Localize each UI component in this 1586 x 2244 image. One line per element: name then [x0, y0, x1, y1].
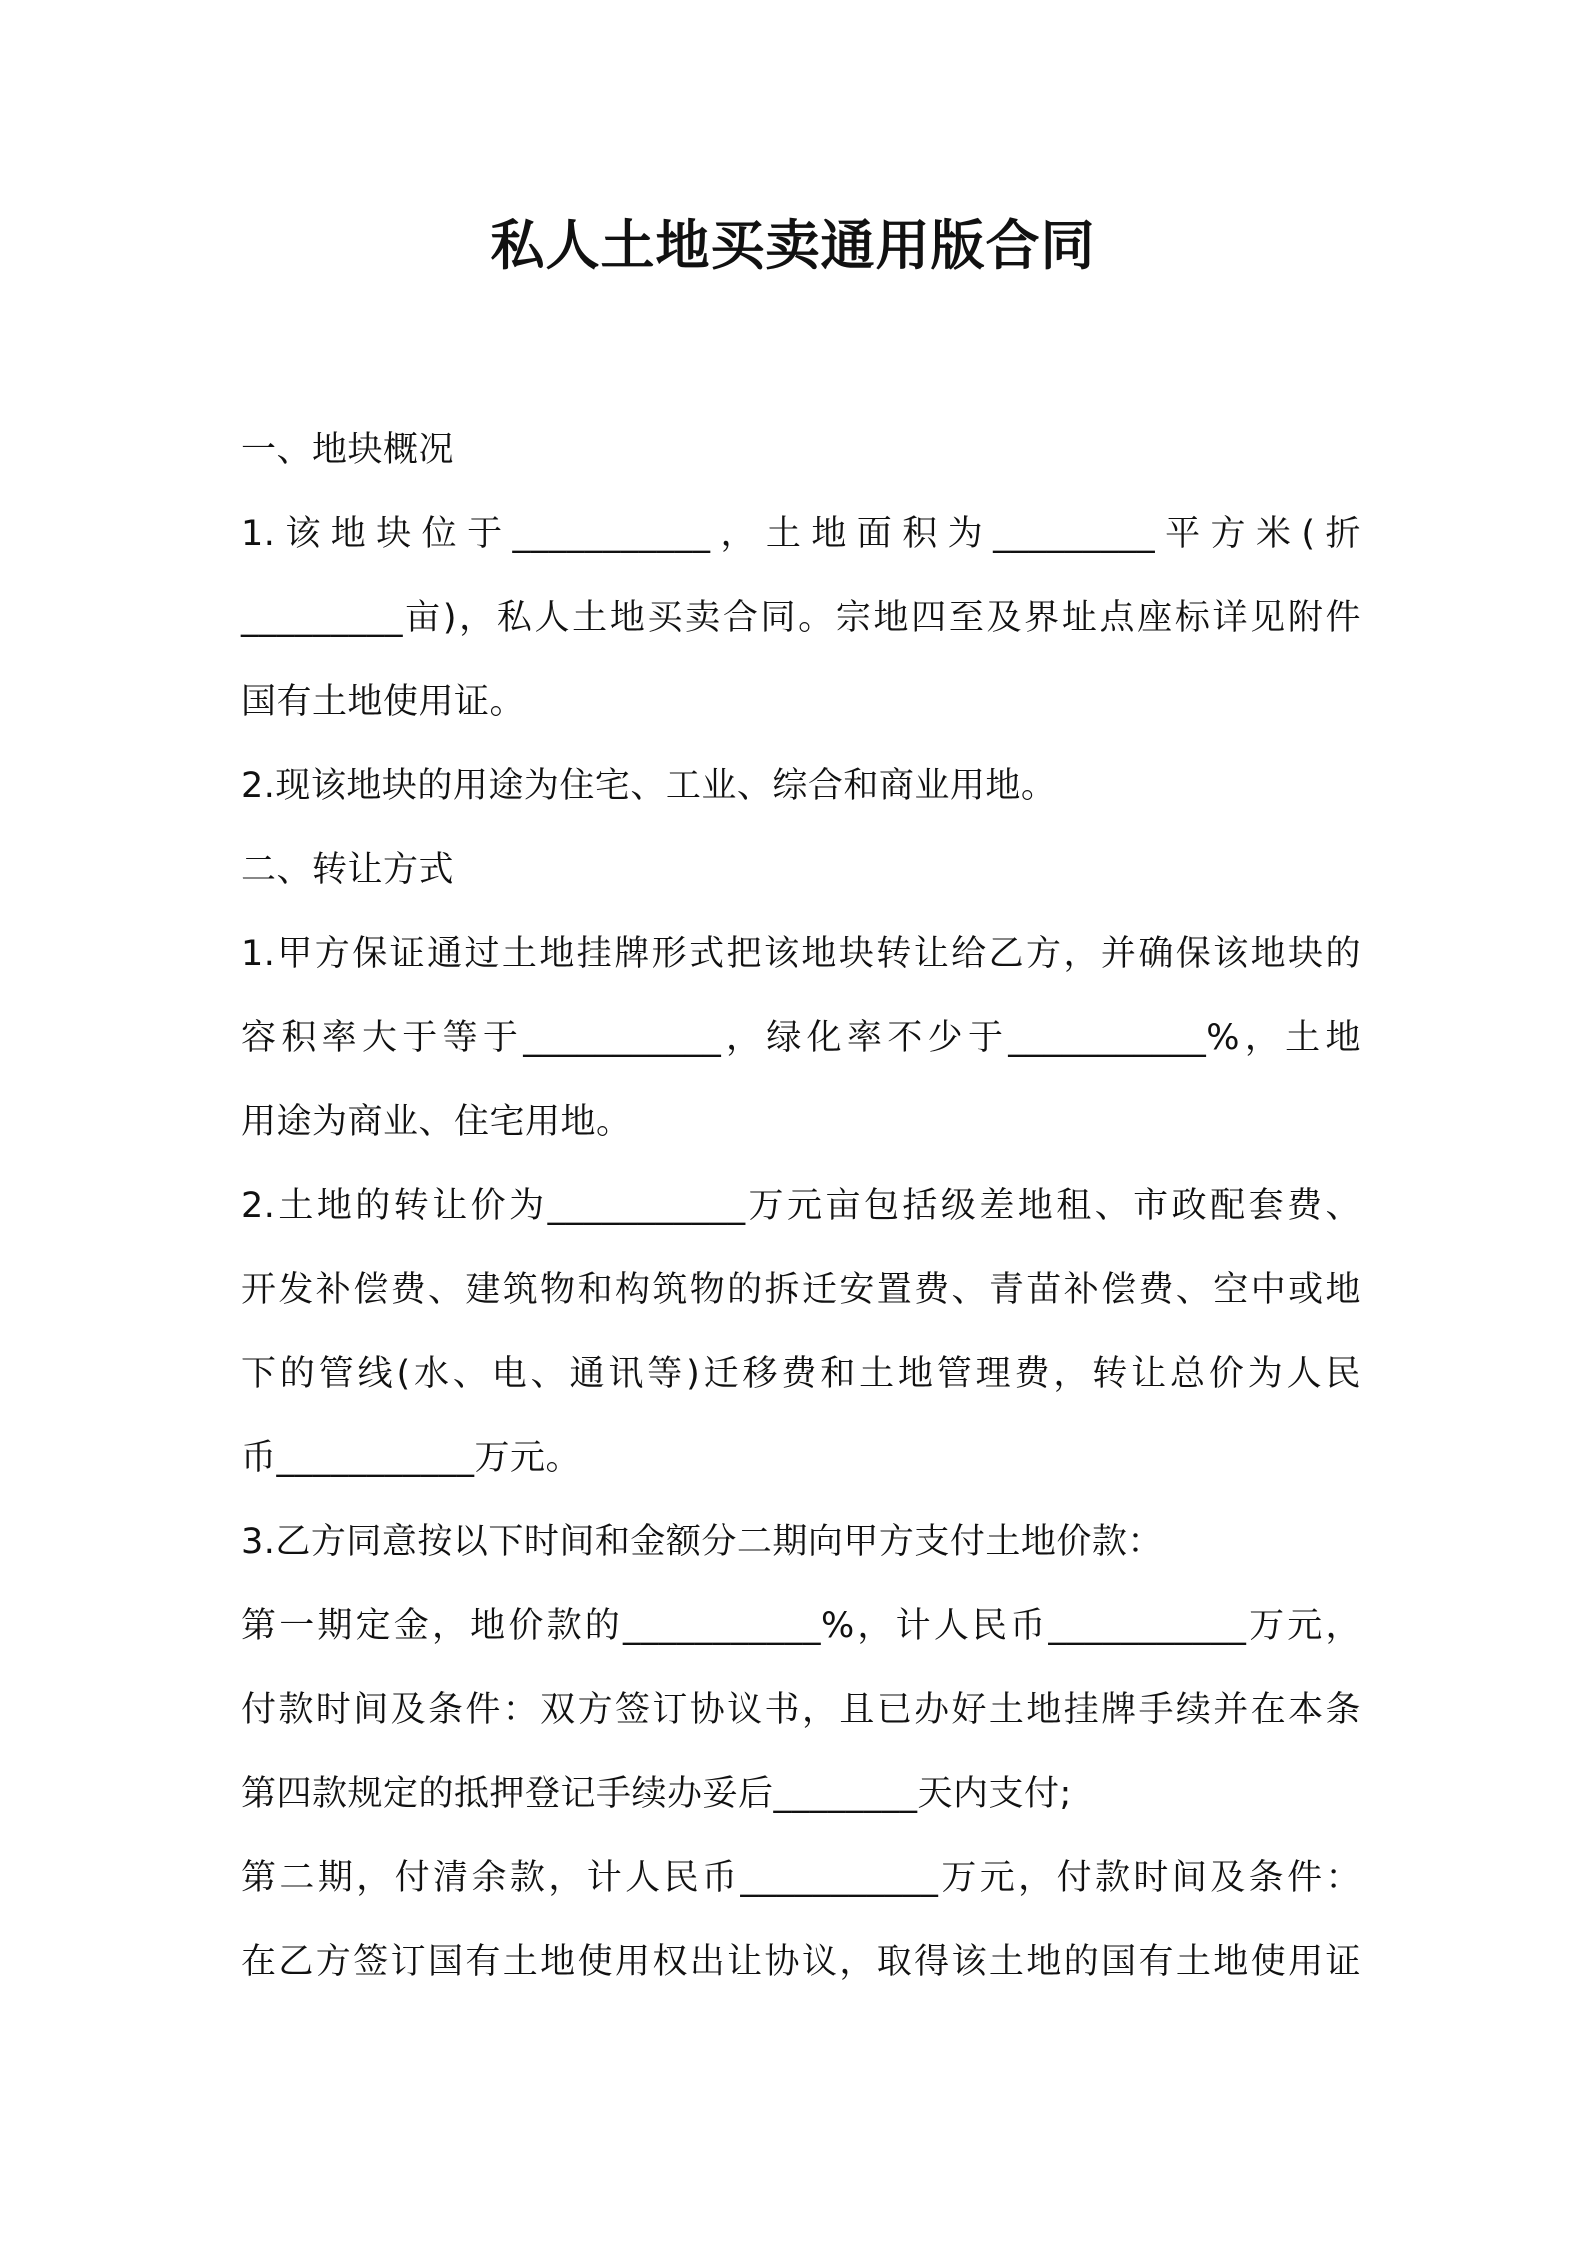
body-line: 1.甲方保证通过土地挂牌形式把该地块转让给乙方，并确保该地块的 [241, 934, 1361, 974]
document-title: 私人土地买卖通用版合同 [490, 214, 1096, 277]
body-line: _________亩)，私人土地买卖合同。宗地四至及界址点座标详见附件 [241, 598, 1361, 638]
body-line: 开发补偿费、建筑物和构筑物的拆迁安置费、青苗补偿费、空中或地 [241, 1270, 1361, 1310]
body-line: 3.乙方同意按以下时间和金额分二期向甲方支付土地价款： [241, 1522, 1163, 1562]
body-line: 用途为商业、住宅用地。 [241, 1102, 632, 1142]
body-line: 第二期，付清余款，计人民币___________万元，付款时间及条件： [241, 1858, 1361, 1898]
body-line: 2.现该地块的用途为住宅、工业、综合和商业用地。 [241, 766, 1057, 806]
body-line: 付款时间及条件：双方签订协议书，且已办好土地挂牌手续并在本条 [241, 1690, 1361, 1730]
body-line: 第一期定金，地价款的___________%，计人民币___________万元， [241, 1606, 1361, 1646]
body-line: 第四款规定的抵押登记手续办妥后________天内支付; [241, 1774, 1072, 1814]
section-heading-2: 二、转让方式 [241, 850, 455, 890]
document-body [241, 408, 1361, 2004]
body-line: 1.该地块位于___________，土地面积为_________平方米(折 [241, 514, 1361, 554]
body-line: 币___________万元。 [241, 1438, 582, 1478]
body-line: 容积率大于等于___________，绿化率不少于___________%，土地 [241, 1018, 1361, 1058]
body-line: 2.土地的转让价为___________万元亩包括级差地租、市政配套费、 [241, 1186, 1361, 1226]
body-line: 在乙方签订国有土地使用权出让协议，取得该土地的国有土地使用证 [241, 1942, 1361, 1982]
body-line: 下的管线(水、电、通讯等)迁移费和土地管理费，转让总价为人民 [241, 1354, 1361, 1394]
body-line: 国有土地使用证。 [241, 682, 526, 722]
section-heading-1: 一、地块概况 [241, 430, 455, 470]
